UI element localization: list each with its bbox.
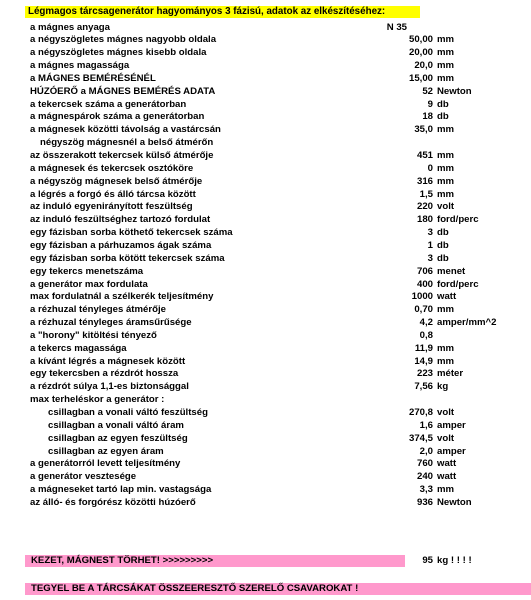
row-unit: mm <box>437 175 455 187</box>
row-value: 0,8 <box>419 329 433 341</box>
row-label: a rézdrót súlya 1,1-es biztonsággal <box>30 381 189 393</box>
row-value: 11,9 <box>414 342 433 354</box>
row-label: a légrés a forgó és álló tárcsa között <box>30 188 196 200</box>
table-row <box>0 484 531 497</box>
table-row <box>0 201 531 214</box>
row-unit: mm <box>437 72 455 84</box>
table-row <box>0 111 531 124</box>
row-label: a generátorról levett teljesítmény <box>30 458 181 470</box>
table-row <box>0 394 531 407</box>
row-label: a tekercs magassága <box>30 342 127 354</box>
header-title: Légmagos tárcsagenerátor hagyományos 3 fázisú, adatok az elkészítéséhez: <box>25 6 420 18</box>
row-value: 374,5 <box>408 432 433 444</box>
row-label: a mágnesek és tekercsek osztóköre <box>30 162 194 174</box>
row-unit: mm <box>437 162 455 174</box>
row-label: az álló- és forgórész közötti húzóerő <box>30 496 196 508</box>
table-row <box>0 73 531 86</box>
row-value: 3 <box>427 227 433 239</box>
table-row <box>0 471 531 484</box>
row-unit: mm <box>437 60 455 72</box>
table-row <box>0 330 531 343</box>
table-row <box>0 163 531 176</box>
row-value: 9 <box>427 98 433 110</box>
row-value: 3,3 <box>419 484 433 496</box>
table-row <box>0 86 531 99</box>
row-value: N 35 <box>386 21 407 33</box>
row-value: 451 <box>416 150 433 161</box>
row-value: 2,0 <box>419 445 433 457</box>
row-value: 0 <box>427 162 433 174</box>
table-row <box>0 368 531 381</box>
row-label: négyszög mágnesnél a belső átmérőn <box>40 137 214 149</box>
table-row <box>0 124 531 137</box>
row-value: 760 <box>416 458 433 470</box>
row-label: csillagban a vonali váltó feszültség <box>48 407 208 418</box>
row-unit: mm <box>437 355 455 367</box>
row-unit: kg <box>437 381 449 393</box>
row-label: az induló egyenirányított feszültség <box>30 201 193 213</box>
row-unit: mm <box>437 188 455 200</box>
footer-banner <box>25 583 531 595</box>
row-unit: mm <box>437 47 455 59</box>
row-value: 20,0 <box>414 60 433 72</box>
row-unit: mm <box>437 150 455 161</box>
table-row <box>0 227 531 240</box>
row-label: a mágnesek közötti távolság a vastárcsán <box>30 124 221 136</box>
row-unit: amper <box>437 419 466 431</box>
row-value: 1,6 <box>419 419 433 431</box>
row-value: 220 <box>416 201 433 213</box>
row-label: az összerakott tekercsek külső átmérője <box>30 150 214 161</box>
row-label: a generátor max fordulata <box>30 278 148 290</box>
row-unit: mm <box>437 484 455 496</box>
row-value: 20,00 <box>408 47 433 59</box>
table-row <box>0 497 531 510</box>
row-label: a kívánt légrés a mágnesek között <box>30 355 186 367</box>
row-value: 180 <box>416 214 433 226</box>
row-label: a generátor vesztesége <box>30 471 137 483</box>
row-label: a mágneseket tartó lap min. vastagsága <box>30 484 212 496</box>
table-row <box>0 240 531 253</box>
table-row <box>0 279 531 292</box>
row-unit: db <box>437 252 449 264</box>
warning-values <box>0 555 531 568</box>
row-label: csillagban az egyen áram <box>48 445 164 457</box>
row-value: 50,00 <box>408 34 433 46</box>
row-label: max fordulatnál a szélkerék teljesítmény <box>30 291 214 303</box>
row-value: 0,70 <box>414 304 433 316</box>
warning-unit: kg ! ! ! ! <box>437 554 472 566</box>
row-label: a rézhuzal tényleges áramsűrűsége <box>30 317 192 329</box>
row-value: 316 <box>416 175 433 187</box>
table-row <box>0 60 531 73</box>
table-row <box>0 22 531 35</box>
row-label: a mágnes anyaga <box>30 21 110 33</box>
row-unit: db <box>437 227 449 239</box>
row-unit: watt <box>437 458 457 470</box>
table-row <box>0 420 531 433</box>
footer-text: TEGYEL BE A TÁRCSÁKAT ÖSSZEERESZTŐ SZERELŐ CSAVAROKAT ! <box>31 583 359 594</box>
row-value: 35,0 <box>414 124 433 136</box>
row-unit: db <box>437 111 449 123</box>
row-unit: amper/mm^2 <box>437 317 497 329</box>
row-label: a rézhuzal tényleges átmérője <box>30 304 166 316</box>
table-row <box>0 291 531 304</box>
row-unit: ford/perc <box>437 214 479 226</box>
row-value: 223 <box>416 368 433 380</box>
row-unit: volt <box>437 407 455 418</box>
row-unit: menet <box>437 265 466 277</box>
table-row <box>0 266 531 279</box>
row-unit: méter <box>437 368 464 380</box>
row-unit: db <box>437 98 449 110</box>
table-row <box>0 47 531 60</box>
table-row <box>0 304 531 317</box>
row-value: 400 <box>416 278 433 290</box>
row-label: a "horony" kitöltési tényező <box>30 329 157 341</box>
row-unit: Newton <box>437 85 472 97</box>
row-unit: mm <box>437 124 455 136</box>
row-unit: mm <box>437 304 455 316</box>
row-label: egy fázisban sorba kötött tekercsek száma <box>30 252 225 264</box>
row-value: 706 <box>416 265 433 277</box>
row-label: a négyszög mágnesek belső átmérője <box>30 175 203 187</box>
table-row <box>0 137 531 150</box>
row-unit: amper <box>437 445 466 457</box>
row-label: csillagban az egyen feszültség <box>48 432 188 444</box>
row-label: a tekercsek száma a generátorban <box>30 98 187 110</box>
row-unit: volt <box>437 432 455 444</box>
table-row <box>0 317 531 330</box>
table-row <box>0 34 531 47</box>
row-unit: ford/perc <box>437 278 479 290</box>
row-value: 270,8 <box>408 407 433 418</box>
row-unit: mm <box>437 342 455 354</box>
table-row <box>0 407 531 420</box>
row-unit: db <box>437 239 449 251</box>
table-row <box>0 356 531 369</box>
row-unit: mm <box>437 34 455 46</box>
row-label: az induló feszültséghez tartozó fordulat <box>30 214 211 226</box>
row-unit: watt <box>437 291 457 303</box>
row-label: a négyszögletes mágnes kisebb oldala <box>30 47 207 59</box>
table-row <box>0 381 531 394</box>
row-value: 1,5 <box>419 188 433 200</box>
row-value: 14,9 <box>414 355 433 367</box>
table-row <box>0 343 531 356</box>
row-value: 1000 <box>411 291 433 303</box>
warning-label: KEZET, MÁGNEST TÖRHET! >>>>>>>>> <box>31 555 214 566</box>
table-row <box>0 99 531 112</box>
table-row <box>0 214 531 227</box>
row-value: 52 <box>422 85 433 97</box>
row-label: egy tekercsben a rézdrót hossza <box>30 368 179 380</box>
row-value: 18 <box>422 111 433 123</box>
row-unit: volt <box>437 201 455 213</box>
row-unit: watt <box>437 471 457 483</box>
table-row <box>0 253 531 266</box>
row-value: 240 <box>416 471 433 483</box>
row-label: a mágnes magassága <box>30 60 130 72</box>
row-value: 936 <box>416 496 433 508</box>
row-label: max terheléskor a generátor : <box>30 394 165 406</box>
row-label: egy tekercs menetszáma <box>30 265 144 277</box>
row-value: 15,00 <box>408 72 433 84</box>
row-value: 3 <box>427 252 433 264</box>
table-row <box>0 433 531 446</box>
row-unit: Newton <box>437 496 472 508</box>
row-label: a mágnespárok száma a generátorban <box>30 111 205 123</box>
row-label: csillagban a vonali váltó áram <box>48 419 184 431</box>
table-row <box>0 189 531 202</box>
row-label: HÚZÓERŐ a MÁGNES BEMÉRÉS ADATA <box>30 85 216 97</box>
table-row <box>0 150 531 163</box>
row-label: egy fázisban sorba köthető tekercsek száma <box>30 227 233 239</box>
table-row <box>0 176 531 189</box>
row-label: a négyszögletes mágnes nagyobb oldala <box>30 34 217 46</box>
row-value: 4,2 <box>419 317 433 329</box>
table-row <box>0 458 531 471</box>
row-value: 7,56 <box>414 381 433 393</box>
row-label: a MÁGNES BEMÉRÉSÉNÉL <box>30 72 156 84</box>
row-value: 1 <box>427 239 433 251</box>
table-row <box>0 446 531 459</box>
row-label: egy fázisban a párhuzamos ágak száma <box>30 239 212 251</box>
warning-value: 95 <box>422 554 433 566</box>
